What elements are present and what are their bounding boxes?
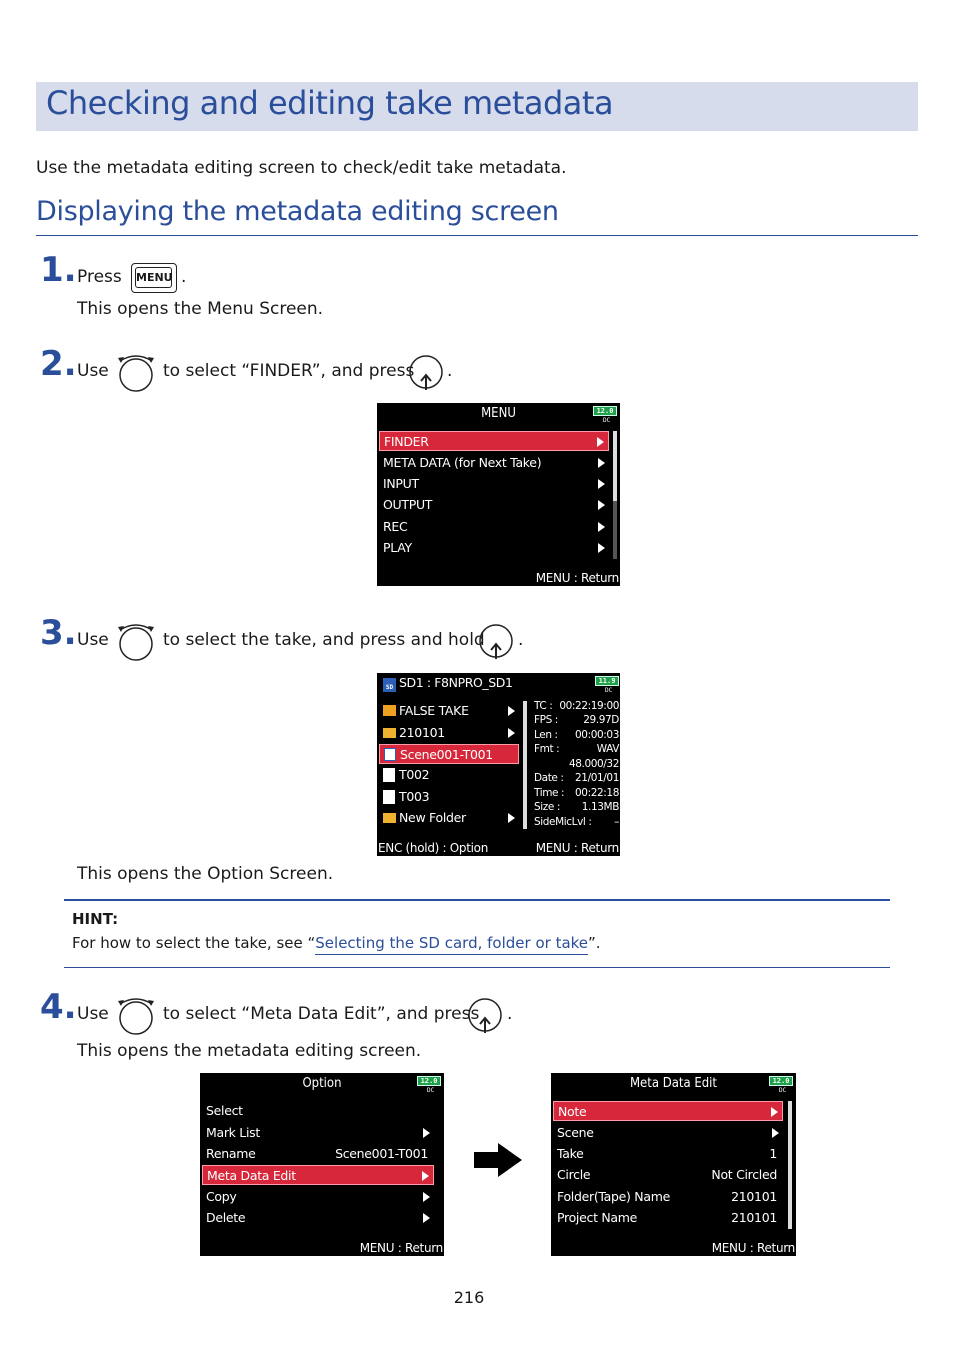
hint-text: For how to select the take, see “Selecting the SD card, folder or take”. [72, 934, 601, 952]
chevron-right-icon [598, 522, 605, 532]
scrollbar-thumb[interactable] [523, 701, 527, 829]
menu-item-finder[interactable]: FINDER [379, 431, 609, 451]
hint-top-rule [64, 899, 890, 901]
info-tc-value: 00:22:19:00 [559, 700, 619, 712]
folder-icon [383, 728, 396, 738]
info-sidemic-key: SideMicLvl : [534, 816, 592, 828]
page-title: Checking and editing take metadata [46, 84, 614, 122]
chevron-right-icon [508, 728, 515, 738]
menu-item-output[interactable]: OUTPUT [379, 495, 609, 515]
finder-item-t003[interactable]: T003 [379, 787, 519, 807]
hint-label: HINT: [72, 910, 119, 928]
step-2-text: to select “FINDER”, and press [163, 361, 415, 381]
scrollbar-thumb[interactable] [613, 431, 617, 501]
sd-icon: SD [383, 678, 396, 692]
step-2-period: . [447, 361, 453, 381]
finder-screen [377, 673, 620, 856]
dial-press-icon [467, 995, 503, 1035]
chevron-right-icon [771, 1107, 778, 1117]
info-tc-key: TC : [534, 700, 553, 712]
step-1-number: 1. [40, 250, 77, 290]
section-divider [36, 235, 918, 236]
step-4-number: 4. [40, 987, 77, 1027]
option-screen-footer: MENU : Return [359, 1241, 443, 1255]
dial-rotate-icon [116, 621, 156, 663]
chevron-right-icon [772, 1128, 779, 1138]
step-3-use: Use [77, 630, 109, 650]
finder-item-scene001-t001[interactable]: Scene001-T001 [379, 744, 519, 764]
step-4-note: This opens the metadata editing screen. [77, 1041, 422, 1061]
option-screen [200, 1073, 444, 1256]
info-rate-value: 48.000/32 [568, 758, 619, 770]
take-icon [383, 790, 395, 804]
dc-label: DC [427, 1087, 435, 1094]
false-take-folder-icon [383, 705, 396, 716]
metadata-item-project-name[interactable]: Project Name 210101 [553, 1208, 783, 1228]
chevron-right-icon [423, 1213, 430, 1223]
step-4-period: . [507, 1004, 513, 1024]
finder-item-t002[interactable]: T002 [379, 765, 519, 785]
info-time-value: 00:22:18 [575, 787, 619, 799]
info-fps-value: 29.97D [583, 714, 619, 726]
dial-press-icon [408, 352, 444, 392]
step-4-use: Use [77, 1004, 109, 1024]
option-item-copy[interactable]: Copy [202, 1187, 434, 1207]
metadata-item-scene[interactable]: Scene [553, 1123, 783, 1143]
chevron-right-icon [508, 706, 515, 716]
take-value: 1 [769, 1146, 777, 1161]
info-fmt-key: Fmt : [534, 743, 560, 755]
hint-bottom-rule [64, 967, 890, 968]
info-fmt-value: WAV [596, 743, 619, 755]
dial-rotate-icon [116, 352, 156, 394]
rename-value: Scene001-T001 [335, 1146, 428, 1161]
menu-item-input[interactable]: INPUT [379, 474, 609, 494]
step-3-number: 3. [40, 613, 77, 653]
section-title: Displaying the metadata editing screen [36, 196, 559, 227]
chevron-right-icon [598, 543, 605, 553]
step-4-text: to select “Meta Data Edit”, and press [163, 1004, 480, 1024]
chevron-right-icon [508, 813, 515, 823]
menu-screen-footer: MENU : Return [535, 571, 619, 585]
info-time-key: Time : [534, 787, 565, 799]
dc-label: DC [605, 687, 613, 694]
project-name-value: 210101 [731, 1210, 777, 1225]
page-number: 216 [453, 1288, 485, 1307]
battery-icon: 11.9 [595, 676, 619, 686]
step-1-period: . [181, 267, 187, 287]
finder-footer-right: MENU : Return [535, 841, 619, 855]
finder-item-new-folder[interactable]: New Folder [379, 808, 519, 828]
info-size-key: Size : [534, 801, 561, 813]
metadata-item-circle[interactable]: Circle Not Circled [553, 1165, 783, 1185]
chevron-right-icon [597, 437, 604, 447]
chevron-right-icon [598, 479, 605, 489]
chevron-right-icon [423, 1128, 430, 1138]
option-item-select[interactable]: Select [206, 1103, 243, 1118]
finder-item-210101[interactable]: 210101 [379, 723, 519, 743]
chevron-right-icon [598, 500, 605, 510]
intro-text: Use the metadata editing screen to check/edit take metadata. [36, 158, 567, 178]
info-fps-key: FPS : [534, 714, 558, 726]
info-size-value: 1.13MB [581, 801, 619, 813]
info-date-value: 21/01/01 [575, 772, 619, 784]
metadata-screen-footer: MENU : Return [711, 1241, 795, 1255]
step-2-use: Use [77, 361, 109, 381]
menu-key-label: MENU [135, 267, 172, 288]
finder-item-false-take[interactable]: FALSE TAKE [379, 701, 519, 721]
option-item-delete[interactable]: Delete [202, 1208, 434, 1228]
circle-value: Not Circled [711, 1167, 777, 1182]
finder-screen-title: SD1 : F8NPRO_SD1 [399, 675, 513, 690]
menu-item-meta-data[interactable]: META DATA (for Next Take) [379, 453, 609, 473]
new-folder-icon [383, 813, 396, 823]
option-screen-title: Option [302, 1076, 342, 1091]
step-1-note: This opens the Menu Screen. [77, 299, 324, 319]
step-2-number: 2. [40, 344, 77, 384]
step-1-text: Press [77, 267, 122, 287]
take-checked-icon [384, 748, 396, 761]
chevron-right-icon [422, 1171, 429, 1181]
battery-icon: 12.0 [769, 1076, 793, 1086]
finder-footer-left: ENC (hold) : Option [378, 841, 489, 855]
menu-item-play[interactable]: PLAY [379, 538, 609, 558]
battery-icon: 12.0 [417, 1076, 441, 1086]
arrow-right-icon [472, 1142, 524, 1178]
option-item-meta-data-edit[interactable]: Meta Data Edit [202, 1165, 434, 1185]
metadata-item-take[interactable]: Take 1 [553, 1144, 783, 1164]
chevron-right-icon [598, 458, 605, 468]
metadata-screen [551, 1073, 796, 1256]
scrollbar-thumb[interactable] [788, 1101, 792, 1229]
menu-screen-title: MENU [481, 406, 516, 421]
info-len-key: Len : [534, 729, 558, 741]
option-item-rename[interactable]: Rename Scene001-T001 [202, 1144, 434, 1164]
metadata-item-note[interactable]: Note [553, 1101, 783, 1121]
battery-icon: 12.0 [593, 406, 617, 416]
metadata-item-folder-name[interactable]: Folder(Tape) Name 210101 [553, 1187, 783, 1207]
step-3-text: to select the take, and press and hold [163, 630, 485, 650]
folder-name-value: 210101 [731, 1189, 777, 1204]
dc-label: DC [779, 1087, 787, 1094]
step-3-period: . [518, 630, 524, 650]
info-sidemic-value: – [614, 816, 619, 828]
menu-screen [377, 403, 620, 586]
dc-label: DC [603, 417, 611, 424]
option-item-mark-list[interactable]: Mark List [202, 1123, 434, 1143]
metadata-screen-title: Meta Data Edit [629, 1076, 718, 1091]
take-icon [383, 768, 395, 782]
step-3-note: This opens the Option Screen. [77, 864, 334, 884]
info-date-key: Date : [534, 772, 564, 784]
menu-key-icon [131, 263, 177, 293]
menu-item-rec[interactable]: REC [379, 517, 609, 537]
hint-link[interactable]: Selecting the SD card, folder or take [315, 934, 588, 955]
dial-rotate-icon [116, 995, 156, 1037]
info-len-value: 00:00:03 [575, 729, 619, 741]
chevron-right-icon [423, 1192, 430, 1202]
dial-press-icon [478, 621, 514, 661]
